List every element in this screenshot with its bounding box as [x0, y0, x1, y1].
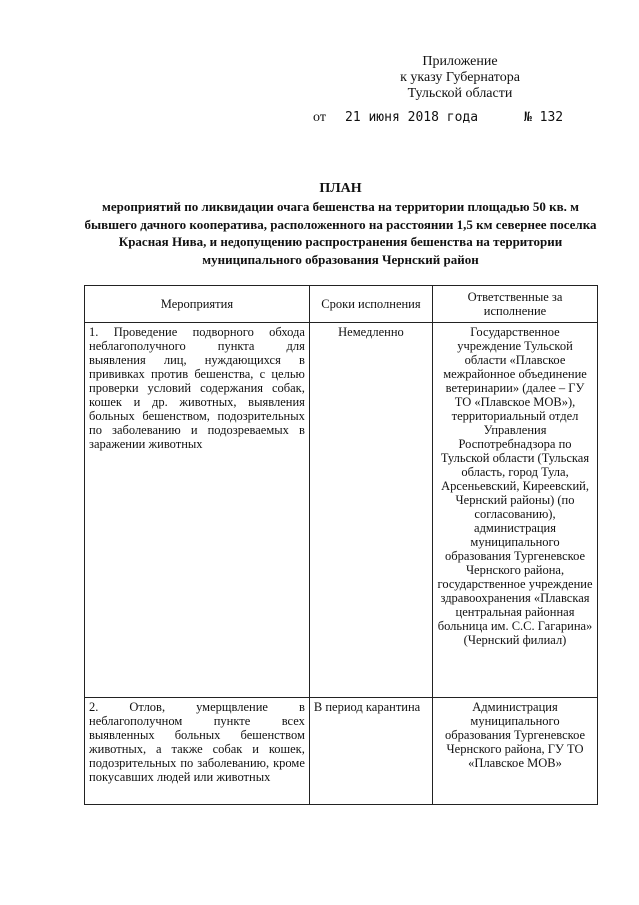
- column-header-responsible: Ответственные за исполнение: [433, 286, 598, 323]
- appendix-line: к указу Губернатора: [400, 70, 520, 85]
- deadline-text: Немедленно: [338, 325, 404, 339]
- table-row: [85, 323, 598, 698]
- plan-title: ПЛАН: [319, 181, 362, 196]
- activity-cell: [85, 698, 310, 805]
- plan-subtitle: мероприятий по ликвидации очага бешенства на территории площадью 50 кв. м бывшего дачного кооператива, расположенного на расстоянии 1,5 км севернее поселка Красная Нива, и недопущению распространения бешенства на территории муниципального образования Чернский район: [84, 199, 597, 267]
- activity-text: 1. Проведение подворного обхода неблагополучного пункта для выявления лиц, нуждающихся в прививках против бешенства, с целью проверки условий содержания собак, кошек и др. животных, выявления больных бешенством, подозрительных по заболеванию и подозреваемых в заражении животных: [89, 325, 305, 451]
- activity-text: 2. Отлов, умерщвление в неблагополучном пункте всех выявленных больных бешенством животных, а также собак и кошек, подозрительных по заболеванию, кроме покусавших людей или животных: [89, 700, 305, 784]
- responsible-cell: Государственное учреждение Тульской области «Плавское межрайонное объединение ветеринарии» (далее – ГУ ТО «Плавское МОВ»), территориальный отдел Управления Роспотребнадзора по Тульской области (Тульская область, город Тула, Арсеньевский, Киреевский, Чернский районы) (по согласованию), администрация муниципального образования Тургеневское Чернского района, государственное учреждение здравоохранения «Плавская центральная районная больница им. С.С. Гагарина» (Чернский филиал): [433, 323, 598, 698]
- plan-table: [84, 285, 598, 805]
- deadline-cell: В период карантина: [309, 698, 432, 805]
- column-header-activities: Мероприятия: [85, 286, 310, 323]
- decree-number: № 132: [524, 110, 564, 125]
- deadline-cell: [309, 323, 432, 698]
- column-header-deadlines: Сроки исполнения: [309, 286, 432, 323]
- responsible-cell: Администрация муниципального образования Тургеневское Чернского района, ГУ ТО «Плавское МОВ»: [433, 698, 598, 805]
- appendix-line: Приложение: [422, 54, 498, 69]
- appendix-header: [380, 54, 540, 102]
- table-header-row: [85, 286, 598, 323]
- appendix-line: Тульской области: [407, 86, 513, 101]
- decree-from-label: от: [313, 110, 326, 125]
- table-row: [85, 698, 598, 805]
- activity-cell: [85, 323, 310, 698]
- decree-reference: [313, 110, 564, 126]
- decree-date: 21 июня 2018 года: [345, 110, 479, 125]
